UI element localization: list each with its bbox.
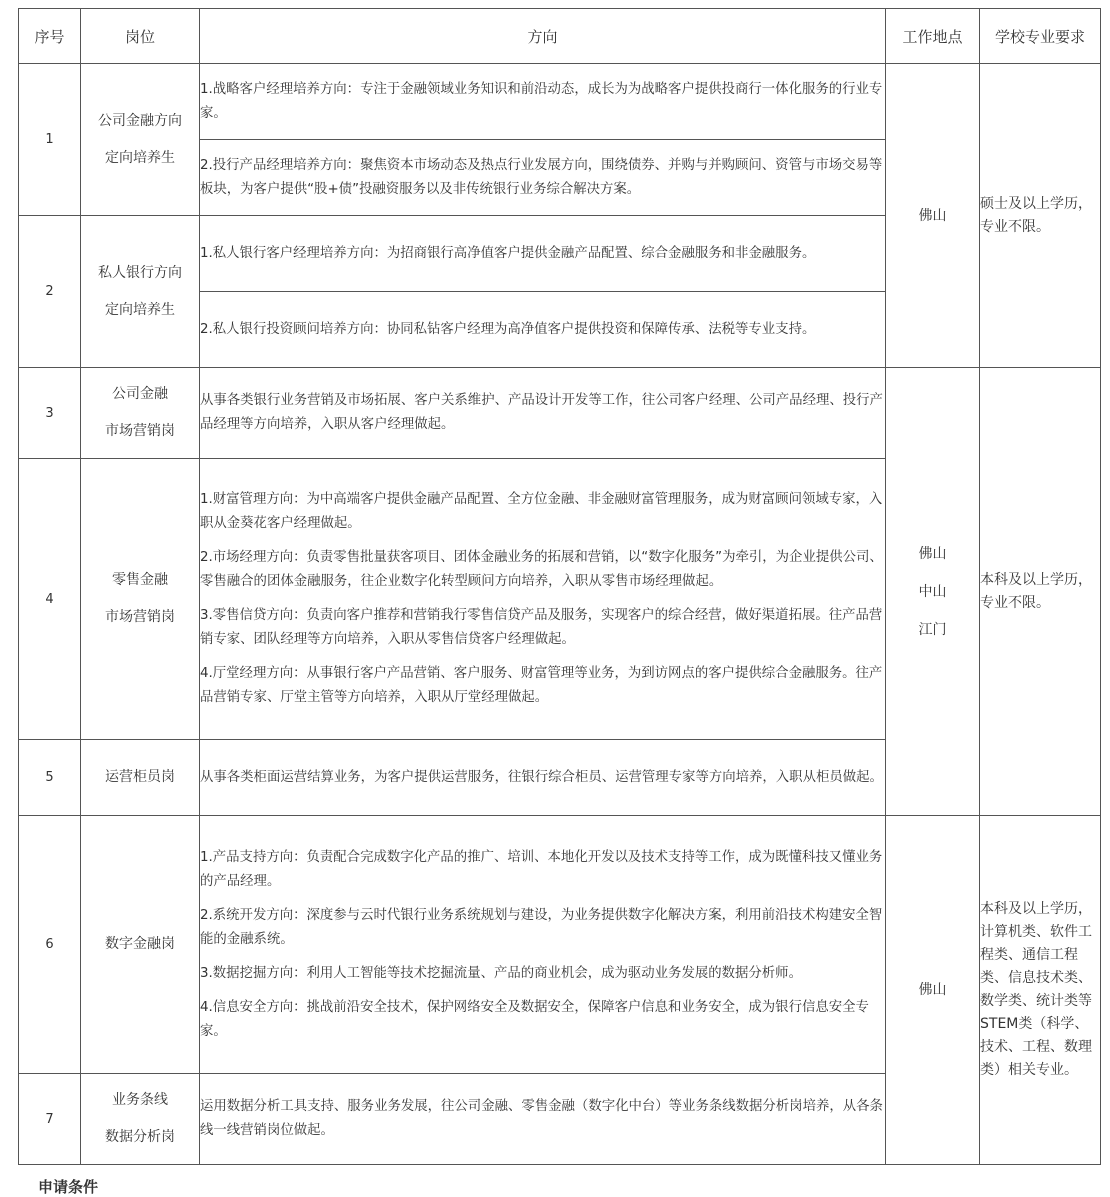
position-line: 数据分析岗	[105, 1129, 175, 1145]
position-line: 市场营销岗	[105, 609, 175, 625]
table-header-row	[19, 9, 1101, 64]
location-city: 佛山	[918, 982, 947, 998]
location-city: 佛山	[918, 207, 947, 224]
direction-cell	[200, 292, 886, 368]
direction-text: 2.市场经理方向：负责零售批量获客项目、团体金融业务的拓展和营销，以“数字化服务”为牵引，为企业提供公司、零售融合的团体金融服务，往企业数字化转型顾问方向培养，入职从零售市场经理做起。	[200, 550, 883, 589]
position-line: 公司金融方向	[98, 112, 182, 129]
position-line: 运营柜员岗	[105, 769, 175, 785]
requirement-cell: 本科及以上学历，专业不限。	[980, 368, 1101, 816]
position-cell	[81, 459, 200, 740]
row-number: 4	[19, 459, 81, 740]
direction-text: 3.零售信贷方向：负责向客户推荐和营销我行零售信贷产品及服务，实现客户的综合经营，做好渠道拓展。往产品营销专家、团队经理等方向培养，入职从零售信贷客户经理做起。	[200, 608, 883, 647]
row-number: 7	[19, 1074, 81, 1165]
direction-cell	[200, 459, 886, 740]
direction-cell	[200, 740, 886, 816]
location-cell	[886, 64, 980, 368]
position-line: 零售金融	[112, 572, 168, 588]
direction-cell	[200, 216, 886, 292]
direction-cell	[200, 64, 886, 140]
position-cell	[81, 216, 200, 368]
next-section-heading: 申请条件	[38, 1178, 99, 1196]
position-line: 公司金融	[112, 386, 168, 402]
position-line: 业务条线	[112, 1092, 168, 1108]
location-city: 江门	[918, 621, 947, 638]
header-no: 序号	[19, 9, 81, 64]
position-line: 定向培养生	[105, 149, 175, 166]
table-row	[19, 368, 1101, 459]
row-number: 5	[19, 740, 81, 816]
direction-cell	[200, 1074, 886, 1165]
direction-text: 3.数据挖掘方向：利用人工智能等技术挖掘流量、产品的商业机会，成为驱动业务发展的数据分析师。	[200, 965, 802, 981]
position-line: 数字金融岗	[105, 936, 175, 952]
location-cell	[886, 816, 980, 1165]
direction-text: 4.厅堂经理方向：从事银行客户产品营销、客户服务、财富管理等业务，为到访网点的客户提供综合金融服务。往产品营销专家、厅堂主管等方向培养，入职从厅堂经理做起。	[200, 666, 883, 705]
position-cell	[81, 1074, 200, 1165]
position-line: 私人银行方向	[98, 264, 182, 281]
header-position: 岗位	[81, 9, 200, 64]
row-number: 3	[19, 368, 81, 459]
requirement-cell: 本科及以上学历，计算机类、软件工程类、通信工程类、信息技术类、数学类、统计类等STEM类（科学、技术、工程、数理类）相关专业。	[980, 816, 1101, 1165]
header-direction: 方向	[200, 9, 886, 64]
positions-table	[18, 8, 1101, 1165]
position-line: 定向培养生	[105, 301, 175, 318]
position-cell	[81, 816, 200, 1074]
direction-text: 1.私人银行客户经理培养方向：为招商银行高净值客户提供金融产品配置、综合金融服务和非金融服务。	[200, 245, 816, 261]
position-cell	[81, 368, 200, 459]
direction-text: 运用数据分析工具支持、服务业务发展，往公司金融、零售金融（数字化中台）等业务条线数据分析岗培养，从各条线一线营销岗位做起。	[200, 1099, 883, 1138]
location-cell	[886, 368, 980, 816]
direction-text: 2.私人银行投资顾问培养方向：协同私钻客户经理为高净值客户提供投资和保障传承、法税等专业支持。	[200, 321, 816, 337]
header-location: 工作地点	[886, 9, 980, 64]
direction-cell	[200, 368, 886, 459]
direction-cell	[200, 140, 886, 216]
table-row	[19, 64, 1101, 140]
location-city: 佛山	[918, 545, 947, 562]
location-city: 中山	[918, 583, 947, 600]
direction-text: 2.投行产品经理培养方向：聚焦资本市场动态及热点行业发展方向，围绕债券、并购与并购顾问、资管与市场交易等板块，为客户提供“股+债”投融资服务以及非传统银行业务综合解决方案。	[200, 157, 883, 197]
table-row	[19, 816, 1101, 1074]
position-cell	[81, 740, 200, 816]
row-number: 6	[19, 816, 81, 1074]
requirement-cell: 硕士及以上学历，专业不限。	[980, 64, 1101, 368]
position-line: 市场营销岗	[105, 423, 175, 439]
row-number: 2	[19, 216, 81, 368]
direction-text: 1.战略客户经理培养方向：专注于金融领域业务知识和前沿动态，成长为为战略客户提供投商行一体化服务的行业专家。	[200, 81, 883, 121]
direction-text: 从事各类银行业务营销及市场拓展、客户关系维护、产品设计开发等工作，往公司客户经理、公司产品经理、投行产品经理等方向培养，入职从客户经理做起。	[200, 393, 883, 432]
direction-text: 1.财富管理方向：为中高端客户提供金融产品配置、全方位金融、非金融财富管理服务，成为财富顾问领域专家，入职从金葵花客户经理做起。	[200, 492, 883, 531]
direction-text: 2.系统开发方向：深度参与云时代银行业务系统规划与建设，为业务提供数字化解决方案，利用前沿技术构建安全智能的金融系统。	[200, 907, 883, 947]
header-requirement: 学校专业要求	[980, 9, 1101, 64]
position-cell	[81, 64, 200, 216]
direction-text: 4.信息安全方向：挑战前沿安全技术，保护网络安全及数据安全，保障客户信息和业务安全，成为银行信息安全专家。	[200, 999, 869, 1039]
direction-text: 从事各类柜面运营结算业务，为客户提供运营服务，往银行综合柜员、运营管理专家等方向培养，入职从柜员做起。	[200, 769, 883, 785]
direction-text: 1.产品支持方向：负责配合完成数字化产品的推广、培训、本地化开发以及技术支持等工作，成为既懂科技又懂业务的产品经理。	[200, 849, 883, 889]
direction-cell	[200, 816, 886, 1074]
row-number: 1	[19, 64, 81, 216]
